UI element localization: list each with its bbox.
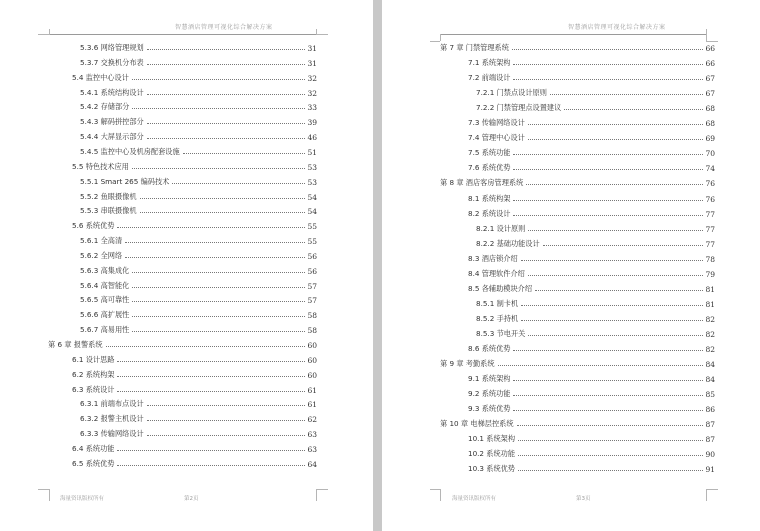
toc-entry-page: 87 <box>705 420 715 430</box>
crop-mark-top-right <box>316 34 328 35</box>
toc-entry[interactable] <box>468 432 715 444</box>
toc-entry-page: 46 <box>307 133 317 143</box>
toc-entry-page: 33 <box>307 103 317 113</box>
toc-leader-dots <box>513 409 703 411</box>
toc-entry[interactable] <box>80 41 317 53</box>
toc-entry-label: 5.5 特色技术应用 <box>72 161 129 171</box>
toc-entry[interactable] <box>468 267 715 279</box>
toc-entry-page: 87 <box>705 435 715 445</box>
crop-mark-top-left-v <box>49 29 50 35</box>
toc-entry-page: 31 <box>307 58 317 68</box>
toc-entry-label: 8.5.3 节电开关 <box>476 328 526 338</box>
toc-entry[interactable] <box>80 397 317 409</box>
toc-entry-page: 82 <box>705 345 715 354</box>
toc-entry-page: 60 <box>307 341 317 350</box>
toc-entry-label: 7.3 传输网络设计 <box>468 118 525 128</box>
toc-entry[interactable] <box>468 402 715 414</box>
toc-entry[interactable] <box>468 207 715 219</box>
toc-entry-label: 8.5.2 手持机 <box>476 313 519 323</box>
toc-entry[interactable] <box>468 71 715 83</box>
toc-entry-page: 64 <box>307 459 317 469</box>
toc-entry-page: 56 <box>307 251 317 261</box>
toc-entry-page: 32 <box>307 88 317 98</box>
toc-entry-label: 7.6 系统优势 <box>468 163 511 173</box>
toc-entry[interactable] <box>80 264 317 276</box>
page-header-title: 智慧酒店管理可视化综合解决方案 <box>568 24 666 31</box>
toc-entry-label: 9.1 系统架构 <box>468 374 511 384</box>
toc-entry-label: 5.6.7 高易用性 <box>80 325 130 335</box>
toc-entry-page: 67 <box>705 89 715 99</box>
toc-entry-label: 6.3.2 报警主机设计 <box>80 414 144 424</box>
toc-leader-dots <box>132 107 305 109</box>
toc-entry-page: 70 <box>705 149 715 159</box>
toc-leader-dots <box>526 183 703 185</box>
toc-entry-label: 5.4 监控中心设计 <box>72 72 129 82</box>
toc-entry-page: 77 <box>705 209 715 219</box>
toc-entry-label: 7.2.2 门禁管理点设置建议 <box>476 103 562 113</box>
toc-entry[interactable] <box>468 192 715 204</box>
toc-leader-dots <box>117 226 305 228</box>
toc-entry[interactable] <box>80 323 317 335</box>
toc-entry-page: 66 <box>705 59 715 69</box>
toc-entry[interactable] <box>468 342 715 354</box>
toc-leader-dots <box>147 404 306 406</box>
toc-entry-page: 84 <box>705 360 715 370</box>
toc-leader-dots <box>528 123 704 125</box>
toc-entry[interactable] <box>80 130 317 142</box>
toc-entry[interactable] <box>72 71 317 83</box>
toc-entry-label: 6.3.3 传输网络设计 <box>80 429 144 439</box>
toc-entry-label: 5.5.3 串联摄像机 <box>80 206 137 216</box>
footer-page-number: 第2页 <box>184 496 199 502</box>
toc-entry-page: 60 <box>307 370 317 380</box>
toc-entry[interactable] <box>80 115 317 127</box>
toc-entry-page: 54 <box>307 207 317 217</box>
toc-entry-page: 60 <box>307 355 317 365</box>
toc-entry-label: 5.6 系统优势 <box>72 221 115 231</box>
toc-entry-page: 39 <box>307 118 317 128</box>
crop-mark-top-left <box>38 34 49 35</box>
toc-entry-page: 76 <box>705 179 715 189</box>
toc-entry-label: 第 10 章 电梯层控系统 <box>440 419 514 429</box>
toc-entry-label: 8.5 各辅助模块介绍 <box>468 283 533 293</box>
toc-entry-page: 78 <box>705 254 715 264</box>
toc-entry[interactable] <box>72 368 317 380</box>
toc-leader-dots <box>513 78 703 80</box>
toc-leader-dots <box>543 244 704 246</box>
toc-leader-dots <box>117 449 305 451</box>
crop-mark-bottom-right <box>316 489 328 490</box>
crop-mark-bottom-right <box>706 489 718 490</box>
toc-entry-label: 8.2 系统设计 <box>468 208 511 218</box>
toc-entry-label: 7.2 前端设计 <box>468 73 511 83</box>
toc-entry-label: 6.2 系统构架 <box>72 369 115 379</box>
toc-entry-page: 81 <box>705 284 715 294</box>
toc-entry-page: 77 <box>705 239 715 249</box>
toc-entry-page: 91 <box>705 465 715 475</box>
toc-leader-dots <box>528 138 704 140</box>
toc-entry[interactable] <box>72 160 317 172</box>
toc-entry-label: 7.2.1 门禁点设计原则 <box>476 88 547 98</box>
toc-entry-label: 8.1 系统构架 <box>468 193 511 203</box>
toc-leader-dots <box>117 375 305 377</box>
header-rule <box>49 34 316 35</box>
toc-leader-dots <box>117 360 305 362</box>
toc-entry[interactable] <box>468 56 715 68</box>
toc-entry[interactable] <box>72 442 317 454</box>
toc-entry-page: 57 <box>307 296 317 306</box>
toc-entry-label: 10.2 系统功能 <box>468 449 516 459</box>
toc-entry[interactable] <box>80 204 317 216</box>
toc-entry-page: 81 <box>705 299 715 309</box>
toc-entry-label: 6.3 系统设计 <box>72 384 115 394</box>
toc-leader-dots <box>132 300 305 302</box>
toc-entry-page: 68 <box>705 119 715 129</box>
header-rule <box>440 34 706 35</box>
toc-entry[interactable] <box>468 372 715 384</box>
toc-entry-label: 7.4 管理中心设计 <box>468 133 525 143</box>
toc-entry[interactable] <box>80 412 317 424</box>
crop-mark-top-right-v <box>316 29 317 35</box>
toc-entry-label: 8.5.1 制卡机 <box>476 298 519 308</box>
toc-entry-label: 5.6.4 高智能化 <box>80 280 130 290</box>
page-header-title: 智慧酒店管理可视化综合解决方案 <box>175 24 273 31</box>
toc-entry[interactable] <box>476 101 715 113</box>
toc-entry[interactable] <box>80 279 317 291</box>
toc-entry[interactable] <box>48 338 317 350</box>
toc-entry-page: 54 <box>307 192 317 202</box>
toc-entry-label: 5.6.5 高可靠性 <box>80 295 130 305</box>
toc-entry[interactable] <box>440 176 715 188</box>
toc-entry-label: 7.5 系统功能 <box>468 148 511 158</box>
toc-entry-page: 63 <box>307 444 317 454</box>
toc-entry[interactable] <box>80 56 317 68</box>
toc-leader-dots <box>147 122 306 124</box>
toc-leader-dots <box>117 390 305 392</box>
toc-entry[interactable] <box>72 457 317 469</box>
toc-leader-dots <box>513 168 703 170</box>
crop-mark-top-right-v <box>706 29 707 41</box>
toc-leader-dots <box>125 241 305 243</box>
toc-entry-page: 61 <box>307 400 317 410</box>
toc-entry-page: 53 <box>307 177 317 187</box>
toc-leader-dots <box>517 424 704 426</box>
toc-leader-dots <box>513 153 703 155</box>
toc-entry-page: 84 <box>705 375 715 385</box>
toc-entry[interactable] <box>476 297 715 309</box>
toc-entry[interactable] <box>468 116 715 128</box>
toc-entry[interactable] <box>468 252 715 264</box>
toc-entry-page: 55 <box>307 222 317 232</box>
toc-entry-page: 57 <box>307 281 317 291</box>
toc-entry[interactable] <box>80 175 317 187</box>
toc-entry-page: 77 <box>705 224 715 234</box>
toc-leader-dots <box>132 167 306 169</box>
toc-entry[interactable] <box>476 327 715 339</box>
toc-entry-label: 7.1 系统架构 <box>468 58 511 68</box>
footer-copyright: 海量资讯版权所有 <box>60 496 105 502</box>
toc-entry-label: 5.6.2 全网络 <box>80 250 123 260</box>
toc-leader-dots <box>512 48 704 50</box>
toc-entry[interactable] <box>468 146 715 158</box>
toc-entry-label: 8.6 系统优势 <box>468 344 511 353</box>
toc-entry-page: 63 <box>307 430 317 440</box>
toc-entry[interactable] <box>476 312 715 324</box>
toc-leader-dots <box>132 286 305 288</box>
toc-entry-label: 5.4.2 存储部分 <box>80 102 130 112</box>
toc-entry-label: 8.2.1 设计原则 <box>476 223 526 233</box>
toc-entry-page: 68 <box>705 104 715 114</box>
toc-entry-page: 31 <box>307 44 317 53</box>
toc-leader-dots <box>183 152 306 154</box>
toc-entry-label: 5.3.6 网络管理规划 <box>80 43 144 52</box>
toc-entry-label: 6.5 系统优势 <box>72 458 115 468</box>
toc-leader-dots <box>117 464 305 466</box>
toc-entry-page: 32 <box>307 73 317 83</box>
toc-entry-page: 74 <box>705 164 715 174</box>
toc-entry-page: 76 <box>705 194 715 204</box>
toc-leader-dots <box>521 319 703 321</box>
toc-entry[interactable] <box>80 293 317 305</box>
toc-leader-dots <box>528 229 703 231</box>
toc-entry-label: 第 9 章 考勤系统 <box>440 359 495 369</box>
toc-entry-label: 第 6 章 报警系统 <box>48 340 103 349</box>
toc-entry-page: 85 <box>705 390 715 400</box>
toc-entry-label: 8.3 酒店锁介绍 <box>468 253 518 263</box>
toc-entry[interactable] <box>72 383 317 395</box>
toc-leader-dots <box>518 454 703 456</box>
toc-entry-label: 10.3 系统优势 <box>468 464 516 474</box>
crop-mark-bottom-right-v <box>316 489 317 501</box>
toc-entry-label: 5.6.6 高扩展性 <box>80 310 130 320</box>
toc-entry[interactable] <box>72 219 317 231</box>
toc-entry-page: 61 <box>307 385 317 395</box>
toc-leader-dots <box>147 419 306 421</box>
toc-leader-dots <box>513 379 703 381</box>
toc-leader-dots <box>564 108 703 110</box>
toc-entry-label: 6.3.1 前端布点设计 <box>80 399 144 409</box>
toc-entry-page: 56 <box>307 266 317 276</box>
toc-entry-label: 第 7 章 门禁管理系统 <box>440 43 509 52</box>
crop-mark-bottom-left <box>430 489 440 490</box>
toc-entry-label: 9.3 系统优势 <box>468 404 511 414</box>
toc-leader-dots <box>140 211 306 213</box>
toc-entry[interactable] <box>72 353 317 365</box>
toc-entry-label: 8.2.2 基础功能设计 <box>476 238 540 248</box>
toc-entry-page: 67 <box>705 74 715 84</box>
toc-entry-label: 5.4.5 监控中心及机房配套设施 <box>80 146 180 156</box>
toc-leader-dots <box>550 93 704 95</box>
toc-leader-dots <box>535 289 703 291</box>
toc-entry[interactable] <box>80 249 317 261</box>
toc-leader-dots <box>132 315 305 317</box>
toc-entry[interactable] <box>440 41 715 53</box>
toc-leader-dots <box>140 197 306 199</box>
toc-leader-dots <box>132 330 305 332</box>
toc-entry-label: 5.6.3 高集成化 <box>80 265 130 275</box>
toc-leader-dots <box>513 394 703 396</box>
toc-entry[interactable] <box>80 234 317 246</box>
toc-entry-label: 6.1 设计思路 <box>72 354 115 364</box>
toc-entry-page: 66 <box>705 44 715 53</box>
toc-entry-page: 82 <box>705 314 715 324</box>
toc-entry[interactable] <box>476 237 715 249</box>
toc-entry[interactable] <box>80 190 317 202</box>
crop-mark-bottom-left-v <box>440 489 441 501</box>
toc-leader-dots <box>528 334 703 336</box>
toc-leader-dots <box>147 93 306 95</box>
toc-leader-dots <box>513 349 703 351</box>
document-page-2 <box>0 0 373 531</box>
crop-mark-top-left <box>430 41 440 42</box>
toc-entry-label: 10.1 系统架构 <box>468 434 516 444</box>
toc-entry-label: 5.3.7 交换机分布表 <box>80 57 144 67</box>
toc-entry[interactable] <box>468 131 715 143</box>
toc-entry[interactable] <box>440 357 715 369</box>
toc-entry[interactable] <box>80 86 317 98</box>
toc-entry-page: 51 <box>307 147 317 157</box>
toc-entry[interactable] <box>80 100 317 112</box>
page-gutter <box>373 0 382 531</box>
toc-entry-label: 6.4 系统功能 <box>72 443 115 453</box>
toc-entry[interactable] <box>476 86 715 98</box>
toc-entry-label: 5.4.1 系统结构设计 <box>80 87 144 97</box>
toc-entry-label: 9.2 系统功能 <box>468 389 511 399</box>
toc-leader-dots <box>147 434 306 436</box>
toc-entry[interactable] <box>468 447 715 459</box>
toc-entry-page: 82 <box>705 329 715 339</box>
toc-entry-label: 5.5.2 鱼眼摄像机 <box>80 191 137 201</box>
toc-entry-page: 55 <box>307 237 317 247</box>
toc-leader-dots <box>132 271 305 273</box>
toc-entry-label: 5.5.1 Smart 265 编码技术 <box>80 176 170 186</box>
toc-entry[interactable] <box>468 161 715 173</box>
toc-entry[interactable] <box>468 282 715 294</box>
toc-entry-page: 86 <box>705 405 715 415</box>
toc-leader-dots <box>521 304 703 306</box>
toc-leader-dots <box>518 439 703 441</box>
crop-mark-bottom-left <box>38 489 49 490</box>
toc-entry[interactable] <box>468 462 715 474</box>
toc-leader-dots <box>513 199 703 201</box>
toc-leader-dots <box>125 256 305 258</box>
toc-leader-dots <box>147 137 306 139</box>
toc-entry[interactable] <box>468 387 715 399</box>
toc-entry-page: 58 <box>307 326 317 336</box>
toc-entry-label: 5.4.3 解码拼控部分 <box>80 117 144 127</box>
toc-leader-dots <box>528 274 704 276</box>
toc-entry-label: 第 8 章 酒店客房管理系统 <box>440 178 524 188</box>
toc-entry-label: 5.4.4 大屏显示部分 <box>80 132 144 142</box>
toc-leader-dots <box>172 182 305 184</box>
toc-leader-dots <box>513 214 703 216</box>
crop-mark-top-left-v <box>440 34 441 41</box>
toc-entry[interactable] <box>476 222 715 234</box>
footer-page-number: 第3页 <box>576 496 591 502</box>
toc-entry[interactable] <box>80 308 317 320</box>
toc-entry[interactable] <box>440 417 715 429</box>
crop-mark-bottom-left-v <box>49 489 50 501</box>
crop-mark-bottom-right-v <box>706 489 707 501</box>
toc-entry-page: 53 <box>307 162 317 172</box>
toc-leader-dots <box>498 364 704 366</box>
toc-entry-page: 62 <box>307 415 317 425</box>
toc-entry-label: 5.6.1 全高清 <box>80 236 123 246</box>
toc-entry-page: 79 <box>705 269 715 279</box>
toc-entry[interactable] <box>80 145 317 157</box>
toc-entry-label: 8.4 管理软件介绍 <box>468 268 525 278</box>
toc-entry-page: 90 <box>705 450 715 460</box>
toc-entry[interactable] <box>80 427 317 439</box>
document-page-3 <box>382 0 760 531</box>
toc-leader-dots <box>106 345 306 347</box>
toc-leader-dots <box>132 78 306 80</box>
toc-entry-page: 58 <box>307 311 317 321</box>
footer-copyright: 海量资讯版权所有 <box>452 496 497 502</box>
toc-leader-dots <box>521 259 704 261</box>
toc-leader-dots <box>513 63 703 65</box>
toc-leader-dots <box>147 48 306 50</box>
toc-entry-page: 69 <box>705 134 715 144</box>
toc-leader-dots <box>147 63 306 65</box>
toc-leader-dots <box>518 469 703 471</box>
